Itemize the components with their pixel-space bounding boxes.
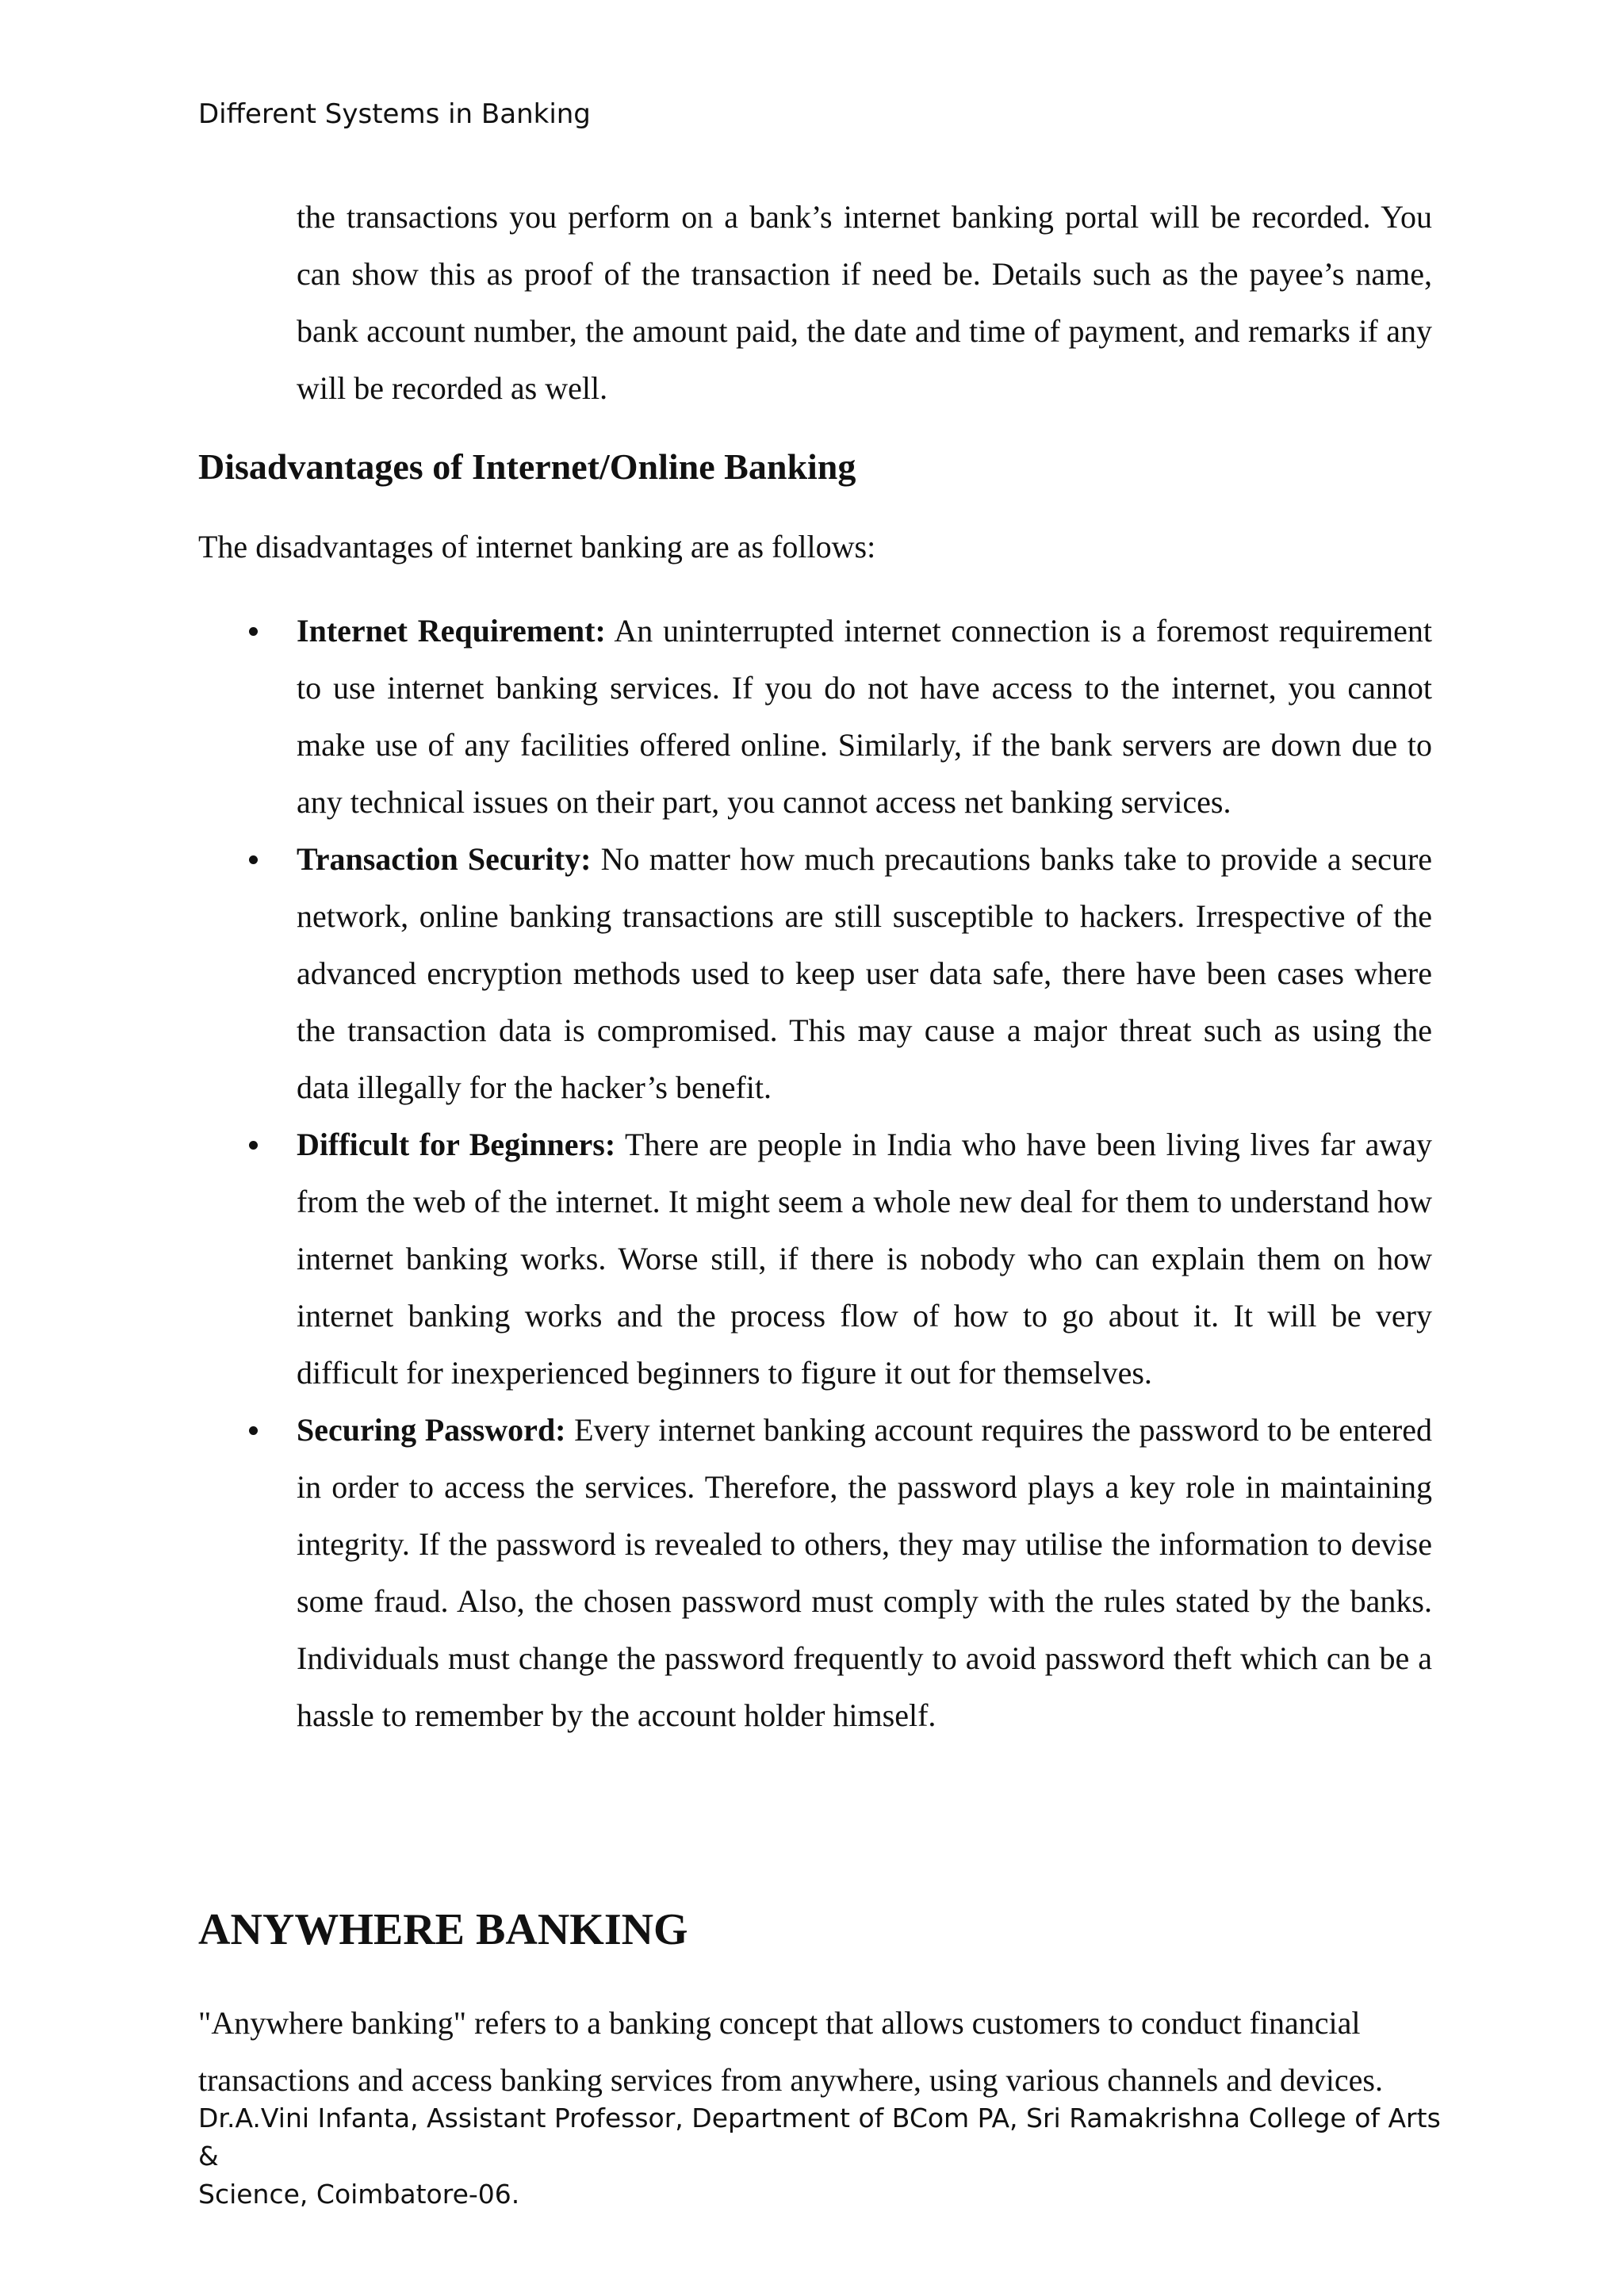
page-header: Different Systems in Banking (198, 98, 591, 130)
footer-line: Dr.A.Vini Infanta, Assistant Professor, Department of BCom PA, Sri Ramakrishna College of Arts & (198, 2103, 1441, 2172)
list-item-term: Difficult for Beginners: (297, 1127, 616, 1162)
bullet-icon (249, 855, 258, 864)
list-item-text: An uninterrupted internet connection is a foremost requirement to use internet banking services. If you do not have access to the internet, you cannot make use of any facilities offered online. Similarly, if the bank servers are down due to any technical issues on their part, you cannot access net banking services. (297, 613, 1433, 820)
disadvantages-intro: The disadvantages of internet banking are as follows: (198, 529, 876, 564)
list-item (198, 1402, 1432, 1744)
bullet-icon (249, 627, 258, 636)
page-footer (198, 2099, 1467, 2214)
disadvantages-heading: Disadvantages of Internet/Online Banking (198, 446, 856, 487)
paragraph-line: transactions and access banking services from anywhere, using various channels and devices. (198, 2062, 1383, 2098)
list-item (198, 1116, 1432, 1402)
list-item-text: There are people in India who have been living lives far away from the web of the internet. It might seem a whole new deal for them to understand how internet banking works. Worse still, if there is nobody who can explain them on how internet banking works and the process flow of how to go about it. It will be very difficult for inexperienced beginners to figure it out for themselves. (297, 1127, 1432, 1391)
continuation-paragraph: the transactions you perform on a bank’s internet banking portal will be recorded. You can show this as proof of the transaction if need be. Details such as the payee’s name, bank account number, the amount paid, the date and time of payment, and remarks if any will be recorded as well. (297, 199, 1432, 406)
footer-line: Science, Coimbatore-06. (198, 2179, 520, 2210)
list-item-term: Transaction Security: (297, 841, 592, 877)
list-item-term: Securing Password: (297, 1412, 566, 1448)
disadvantages-list (198, 603, 1432, 1744)
anywhere-banking-paragraph (198, 1995, 1432, 2109)
list-item (198, 603, 1432, 831)
paragraph-line: "Anywhere banking" refers to a banking concept that allows customers to conduct financial (198, 2005, 1361, 2041)
list-item (198, 831, 1432, 1116)
anywhere-banking-heading: ANYWHERE BANKING (198, 1905, 688, 1954)
list-item-term: Internet Requirement: (297, 613, 606, 649)
list-item-text: No matter how much precautions banks take to provide a secure network, online banking transactions are still susceptible to hackers. Irrespective of the advanced encryption methods used to keep user data safe, there have been cases where the transaction data is compromised. This may cause a major threat such as using the data illegally for the hacker’s benefit. (297, 841, 1433, 1105)
bullet-icon (249, 1141, 258, 1150)
list-item-text: Every internet banking account requires the password to be entered in order to access the services. Therefore, the password plays a key role in maintaining integrity. If the password is revealed to others, they may utilise the information to devise some fraud. Also, the chosen password must comply with the rules stated by the banks. Individuals must change the password frequently to avoid password theft which can be a hassle to remember by the account holder himself. (297, 1412, 1432, 1733)
bullet-icon (249, 1426, 258, 1435)
